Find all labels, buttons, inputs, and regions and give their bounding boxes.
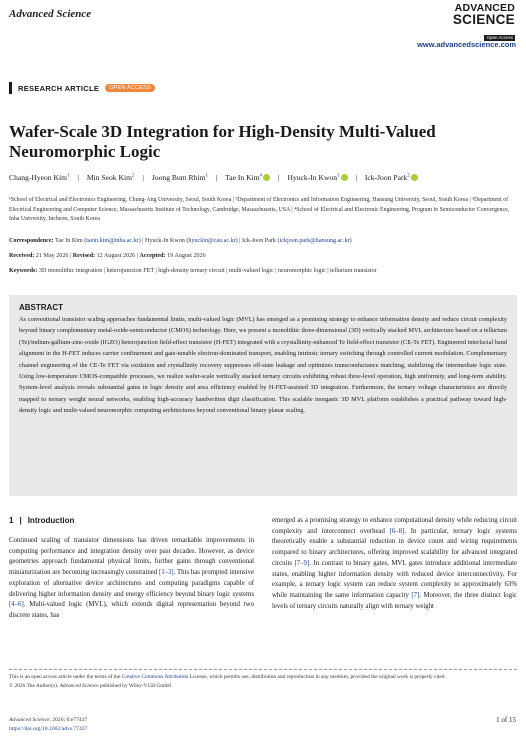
logo-line1: ADVANCED xyxy=(454,2,515,14)
accepted-date: 19 August 2026 xyxy=(167,253,206,259)
doi-link[interactable]: https://doi.org/10.1002/advs.77437 xyxy=(9,725,88,732)
journal-logo xyxy=(415,3,515,44)
license-text: License, which permits use, distribution and reproduction in any medium, provided the original work is properly cited. xyxy=(188,674,446,680)
open-access-badge: OPEN ACCESS xyxy=(105,84,155,92)
copyright-journal: Advanced Science xyxy=(59,682,99,689)
body-text: emerged as a promising strategy to enhance computational density while reducing circuit complexity and interconnect overhead xyxy=(272,517,517,535)
citation-link[interactable]: [7–9] xyxy=(294,559,310,567)
keywords: 3D monolithic integration | heterojunction FET | high-density ternary circuit | multi-valued logic | neuromorphic logic | tellurium transistor xyxy=(38,268,377,274)
body-text: . In particular, ternary logic systems theoretically enable a substantial reduction in device count and wiring requirements compared to binary architectures, offering improved scalability for advanced integrated circuits xyxy=(272,527,517,567)
meta-separator: | xyxy=(239,238,241,244)
page-number: 1 of 15 xyxy=(496,716,516,724)
section-separator: | xyxy=(19,516,22,525)
author-affiliation-sup: 2 xyxy=(132,173,135,179)
body-text: . In contrast to binary gates, MVL gates introduce additional intermediate states, enabling higher information density with reduced device interconnectivity. For example, a ternary logic system can reduce system complexity to approximately 63% while maintaining the same information capacity xyxy=(272,559,517,599)
author-name[interactable]: Joong Bum Rhim xyxy=(151,173,206,182)
citation-link[interactable]: [7] xyxy=(411,591,420,599)
email-link[interactable]: ickjoon.park@hansung.ac.kr xyxy=(279,238,350,244)
author-affiliation-sup: 2 xyxy=(407,173,410,179)
copyright-text: © 2026 The Author(s). xyxy=(9,682,60,689)
orcid-icon[interactable] xyxy=(341,174,348,181)
meta-separator: | xyxy=(136,253,138,259)
license-text: This is an open access article under the terms of the xyxy=(9,674,122,680)
affiliations: ¹School of Electrical and Electronics Engineering, Chung-Ang University, Seoul, South Korea | ²Department of Electronics and Information Engineering, Hansung University, Seoul, South Korea | ³Department of Electrical Engineering and Computer Science, Massachusetts Institute of Technology, Cambridge, Massachusetts, USA | ⁴School of Electrical and Electronic Engineering, Program in Semiconductor Convergence, Inha University, Incheon, South Korea xyxy=(9,197,510,222)
intro-column-left xyxy=(9,536,254,622)
body-text: . This has prompted intensive exploration of alternative device architectures and computing paradigms capable of delivering higher information density and energy efficiency beyond binary logic systems xyxy=(9,569,254,598)
accepted-label: Accepted: xyxy=(139,253,166,259)
logo-open-access-badge: Open Access xyxy=(486,35,513,40)
journal-url-link[interactable]: www.advancedscience.com xyxy=(417,40,516,49)
abstract-box xyxy=(9,295,517,496)
author-separator: | xyxy=(278,173,280,182)
section-heading-introduction xyxy=(9,516,74,525)
author-separator: | xyxy=(77,173,79,182)
body-text: . Multi-valued logic (MVL), which extends digital representation beyond two discrete states, has xyxy=(9,601,254,619)
revised-label: Revised: xyxy=(72,253,96,259)
abstract-heading: ABSTRACT xyxy=(19,303,63,312)
body-text: . Moreover, the three distinct logic levels of ternary circuits naturally align with ternary weight xyxy=(272,591,517,610)
correspondent-name: Tae In Kim xyxy=(55,238,83,244)
correspondence-label: Correspondence: xyxy=(9,238,54,244)
keywords-line xyxy=(9,268,519,274)
footer-citation xyxy=(9,716,87,733)
author-name[interactable]: Ick-Joon Park xyxy=(364,173,408,182)
email-link[interactable]: taein.kim@inha.ac.kr xyxy=(86,238,139,244)
keywords-label: Keywords: xyxy=(9,268,38,274)
license-notice xyxy=(9,673,519,690)
article-type-row xyxy=(9,82,155,94)
section-title: Introduction xyxy=(27,516,75,525)
email-link[interactable]: hyuckin@cau.ac.kr xyxy=(188,238,236,244)
author-separator: | xyxy=(215,173,218,182)
citation-link[interactable]: [6–8] xyxy=(389,527,405,535)
article-type-label: RESEARCH ARTICLE xyxy=(18,83,100,93)
correspondent-name: Hyuck-In Kwon xyxy=(145,238,185,244)
revised-date: 12 August 2026 xyxy=(96,253,136,259)
footer-volume: , 2026; 0:e77437 xyxy=(49,717,88,723)
logo-line2: SCIENCE xyxy=(452,12,515,27)
orcid-icon[interactable] xyxy=(411,174,418,181)
footer-journal: Advanced Science xyxy=(9,717,50,723)
author-name[interactable]: Min Seok Kim xyxy=(86,173,132,182)
section-number: 1 xyxy=(9,516,14,525)
article-type-bar xyxy=(9,82,12,94)
orcid-icon[interactable] xyxy=(263,174,270,181)
citation-link[interactable]: [4–6] xyxy=(9,601,24,609)
author-list xyxy=(9,173,519,182)
article-title: Wafer-Scale 3D Integration for High-Density Multi-Valued Neuromorphic Logic xyxy=(9,122,436,161)
author-separator: | xyxy=(355,173,357,182)
received-date: 21 May 2026 xyxy=(35,253,69,259)
author-affiliation-sup: 1 xyxy=(337,173,340,179)
dates-line xyxy=(9,253,519,259)
journal-name: Advanced Science xyxy=(9,8,92,20)
author-affiliation-sup: 4 xyxy=(259,173,263,179)
license-link[interactable]: Creative Commons Attribution xyxy=(121,674,189,680)
meta-separator: | xyxy=(142,238,144,244)
body-text: Continued scaling of transistor dimensions has driven remarkable improvements in computing performance and integration density over past decades. However, as device geometries approach fundamental physical limits, further gains through conventional miniaturization are becoming increasingly constrained xyxy=(9,537,254,577)
author-separator: | xyxy=(142,173,144,182)
author-affiliation-sup: 1 xyxy=(67,173,70,179)
author-name[interactable]: Hyuck-In Kwon xyxy=(287,173,338,182)
intro-column-right xyxy=(272,516,517,612)
copyright-text: published by Wiley-VCH GmbH xyxy=(98,682,172,689)
correspondent-name: Ick-Joon Park xyxy=(241,238,276,244)
author-affiliation-sup: 1 xyxy=(205,173,208,179)
license-divider xyxy=(9,669,517,670)
received-label: Received: xyxy=(9,253,35,259)
citation-link[interactable]: [1–3] xyxy=(158,569,174,577)
author-name[interactable]: Tae In Kim xyxy=(225,173,260,182)
meta-separator: | xyxy=(69,253,72,259)
correspondence-line: Correspondence: Tae In Kim (taein.kim@inha.ac.kr) | Hyuck-In Kwon (hyuckin@cau.ac.kr) | Ick-Joon Park (ickjoon.park@hansung.ac.kr) xyxy=(9,238,352,244)
abstract-text: As conventional transistor scaling approaches fundamental limits, multi-valued logic (MVL) has emerged as a promising strategy to enhance information density and reduce circuit complexity beyond binary complementary metal-oxide-semiconductor (CMOS) technology. Here, we present a monolithic three-dimensional (3D) vertically stacked MVL architecture based on a tellurium (Te)/indium-gallium-zinc-oxide (IGZO) heterojunction field-effect transistor (H-FET) integrated with a crystallinity-enhanced Te field-effect transistor (CE-Te FET). Engineered interfacial band alignment in the H-FET induces carrier confinement and gate-tunable electron-dominated transport, enabling intrinsic ternary switching through controlled current modulation. Complementary channel engineering of the CE-Te FET via oxidation and crystallinity recovery suppresses off-state leakage and optimizes transconductance matching, stabilizing the intermediate logic state. Using low-temperature CMOS-compatible processes, we realize wafer-scale vertically stacked ternary circuits exhibiting robust three-level operation, high uniformity, and long-term stability. System-level analysis reveals substantial gains in logic density and area efficiency enabled by H-FET-assisted 3D integration. Furthermore, the ternary voltage characteristics are directly mapped to ternary weight neural networks, enabling high-accuracy handwritten digit classification. This scalable inorganic 3D MVL platform establishes a practical pathway toward high-density logic and multi-valued neuromorphic computing architectures beyond conventional binary planar scaling. xyxy=(19,316,507,415)
author-name[interactable]: Chang-Hyeon Kim xyxy=(9,173,67,182)
